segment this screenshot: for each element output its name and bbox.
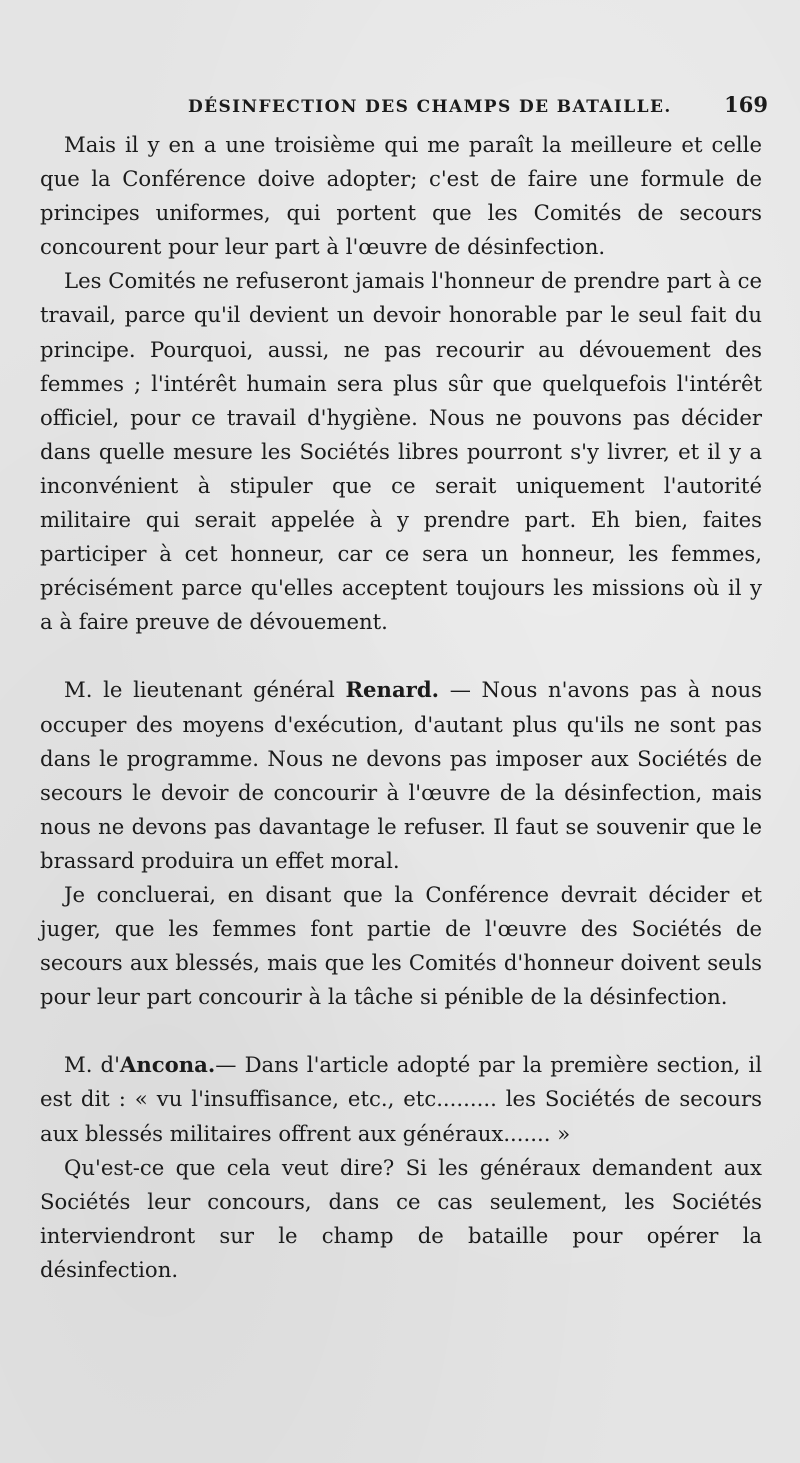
speaker-name: Ancona. (119, 1052, 216, 1078)
paragraph: Les Comités ne refuseront jamais l'honneur de prendre part à ce travail, parce qu'il devient un devoir honorable par le seul fait du principe. Pourquoi, aussi, ne pas recourir au dévouement des femmes ; l'intérêt humain sera plus sûr que quelquefois l'intérêt officiel, pour ce travail d'hygiène. Nous ne pouvons pas décider dans quelle mesure les Sociétés libres pourront s'y livrer, et il y a inconvénient à stipuler que ce serait uniquement l'autorité militaire qui serait appelée à y prendre part. Eh bien, faites participer à cet honneur, car ce sera un honneur, les femmes, précisément parce qu'elles acceptent toujours les missions où il y a à faire preuve de dévouement. (40, 268, 762, 635)
running-header (188, 92, 768, 117)
paragraph: Qu'est-ce que cela veut dire? Si les généraux demandent aux Sociétés leur concours, dans ce cas seulement, les Sociétés interviendront sur le champ de bataille pour opérer la désinfection. (40, 1154, 762, 1282)
running-title: DÉSINFECTION DES CHAMPS DE BATAILLE. (188, 97, 672, 117)
speaker-paragraph (40, 673, 762, 878)
paragraph: Mais il y en a une troisième qui me paraît la meilleure et celle que la Conférence doive adopter; c'est de faire une formule de principes uniformes, qui portent que les Comités de secours concourent pour leur part à l'œuvre de désinfection. (40, 132, 762, 260)
speaker-prefix: M. le lieutenant général (64, 677, 346, 703)
body-text (40, 128, 762, 1287)
paragraph: Je concluerai, en disant que la Conférence devrait décider et juger, que les femmes font partie de l'œuvre des Sociétés de secours aux blessés, mais que les Comités d'honneur doivent seuls pour leur part concourir à la tâche si pénible de la désinfection. (40, 881, 762, 1010)
speaker-prefix: M. d' (64, 1052, 120, 1078)
speaker-paragraph (40, 1048, 762, 1150)
speaker-name: Renard. (345, 677, 440, 703)
page-number: 169 (724, 92, 768, 117)
speech-text: — Nous n'avons pas à nous occuper des moyens d'exécution, d'autant plus qu'ils ne sont pas dans le programme. Nous ne devons pas imposer aux Sociétés de secours le devoir de concourir à l'œuvre de la désinfection, mais nous ne devons pas davantage le refuser. Il faut se souvenir que le brassard produira un effet moral. (40, 677, 762, 873)
speech-text: — Dans l'article adopté par la première section, il est dit : « vu l'insuffisance, etc., etc......... les Sociétés de secours aux blessés militaires offrent aux généraux....... » (40, 1052, 762, 1146)
